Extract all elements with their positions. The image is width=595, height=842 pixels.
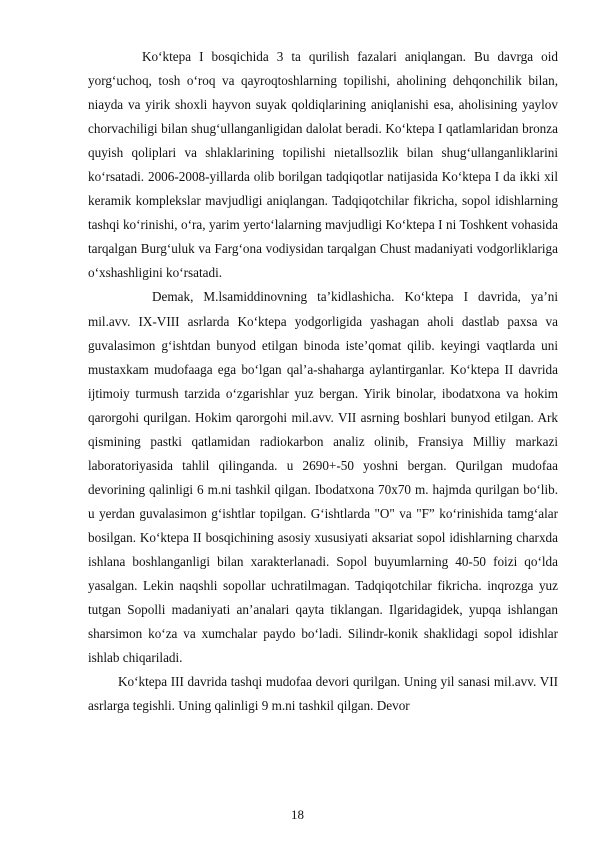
document-body bbox=[88, 45, 558, 718]
paragraph-kokteppa-3: Ko‘ktepa III davrida tashqi mudofaa devori qurilgan. Uning yil sanasi mil.avv. VII asrlarga tegishli. Uning qalinligi 9 m.ni tashkil qilgan. Devor bbox=[88, 674, 558, 714]
paragraph-kokteppa-1: Ko‘ktepa I bosqichida 3 ta qurilish fazalari aniqlangan. Bu davrga oid yorg‘uchoq, tosh o‘roq va qayroqtoshlarning topilishi, aholining dehqonchilik bilan, niayda va yirik shoxli hayvon suyak qoldiqlarining aniqlanishi esa, aholisining yaylov chorvachiligi bilan shug‘ullanganligidan dalolat beradi. Ko‘ktepa I qatlamlaridan bronza quyish qoliplari va shlaklarining topilishi nietallsozlik bilan shug‘ullanganliklarini ko‘rsatadi. 2006-2008-yillarda olib borilgan tadqiqotlar natijasida Ko‘ktepa I da ikki xil keramik komplekslar mavjudligi aniqlangan. Tadqiqotchilar fikricha, sopol idishlarning tashqi ko‘rinishi, o‘ra, yarim yerto‘lalarning mavjudligi Ko‘ktepa I ni Toshkent vohasida tarqalgan Burg‘uluk va Farg‘ona vodiysidan tarqalgan Chust madaniyati vodgorliklariga o‘xshashligini ko‘rsatadi. bbox=[88, 49, 558, 281]
page-number: 18 bbox=[291, 807, 304, 822]
paragraph-kokteppa-2: Demak, M.lsamiddinovning ta’kidlashicha. Ko‘ktepa I davrida, ya’ni mil.avv. IX-VIII asrlarda Ko‘ktepa yodgorligida yashagan aholi dastlab paxsa va guvalasimon g‘ishtdan bunyod etilgan binoda iste’qomat qilib. keyingi vaqtlarda uni mustaxkam mudofaaga ega bo‘lgan qal’a-shaharga aylantirganlar. Ko‘ktepa II davrida ijtimoiy turmush tarzida o‘zgarishlar yuz bergan. Yirik binolar, ibodatxona va hokim qarorgohi qurilgan. Hokim qarorgohi mil.avv. VII asrning boshlari bunyod etilgan. Ark qismining pastki qatlamidan radiokarbon analiz olinib, Fransiya Milliy markazi laboratoriyasida tahlil qilinganda. u 2690+-50 yoshni bergan. Qurilgan mudofaa devorining qalinligi 6 m.ni tashkil qilgan. Ibodatxona 70x70 m. hajmda qurilgan bo‘lib. u yerdan guvalasimon g‘ishtlar topilgan. G‘ishtlarda "O" va "F” ko‘rinishida tamg‘alar bosilgan. Ko‘ktepa II bosqichining asosiy xususiyati aksariat sopol idishlarning charxda ishlana boshlanganligi bilan xarakterlanadi. Sopol buyumlarning 40-50 foizi qo‘lda yasalgan. Lekin naqshli sopollar uchratilmagan. Tadqiqotchilar fikricha. inqrozga yuz tutgan Sopolli madaniyati an’analari qayta tiklangan. Ilgaridagidek, yupqa ishlangan sharsimon ko‘za va xumchalar paydo bo‘ladi. Silindr-konik shaklidagi sopol idishlar ishlab chiqariladi. bbox=[88, 289, 558, 666]
